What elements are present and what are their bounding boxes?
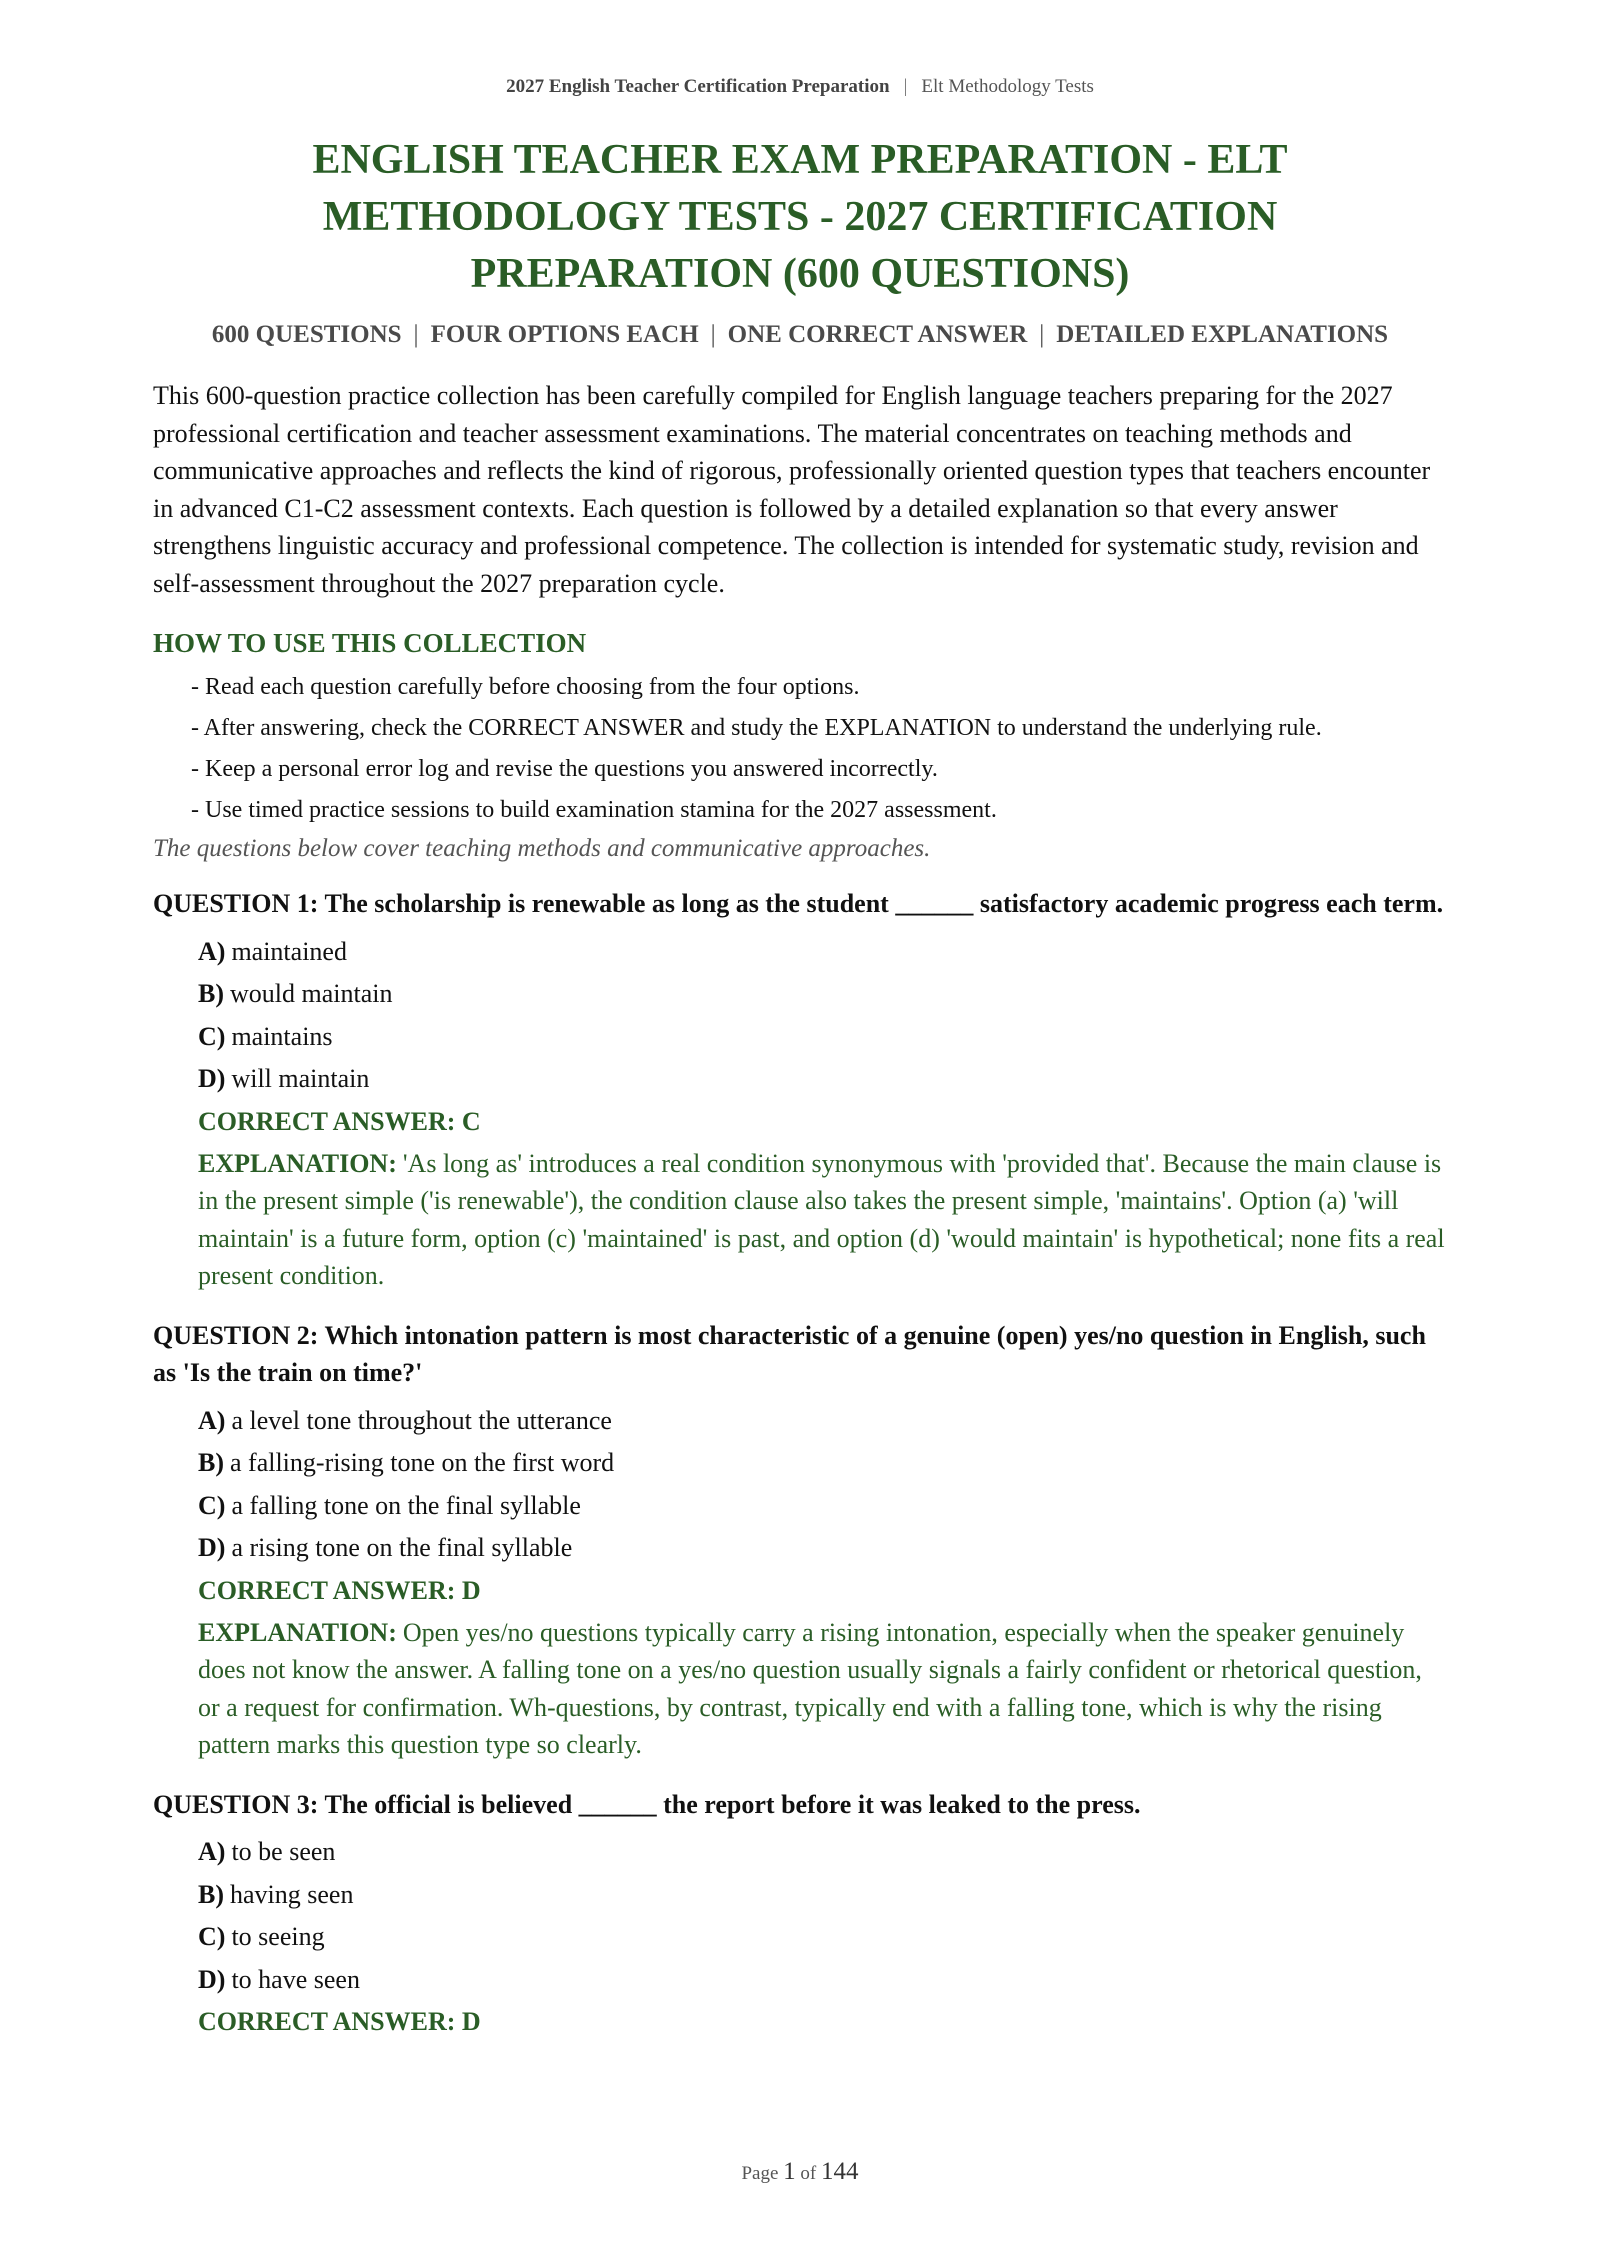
option-text: would maintain — [230, 979, 393, 1008]
option-text: will maintain — [231, 1064, 370, 1093]
explanation-label: EXPLANATION: — [198, 1617, 397, 1647]
option-letter: A) — [198, 936, 226, 966]
question-3 — [153, 1786, 1447, 2044]
explanation-text: 'As long as' introduces a real condition synonymous with 'provided that'. Because the main clause is in the present simple ('is renewable'), the condition clause also takes the present simple, 'maintains'. Option (a) 'will maintain' is a future form, option (c) 'maintained' is past, and option (d) 'would maintain' is hypothetical; none fits a real present condition. — [198, 1148, 1445, 1290]
page-number: 1 — [783, 2158, 796, 2185]
option-letter: D) — [198, 1064, 226, 1093]
answer-options — [198, 931, 1447, 1101]
question-stem: QUESTION 2: Which intonation pattern is most characteristic of a genuine (open) yes/no question in English, such as 'Is the train on time?' — [153, 1320, 1426, 1387]
option-d — [198, 1058, 1447, 1101]
option-a — [198, 1400, 1447, 1443]
question-1 — [153, 885, 1447, 1295]
document-subtitle — [153, 321, 1447, 349]
instruction-item: - After answering, check the CORRECT ANSWER and study the EXPLANATION to understand the underlying rule. — [191, 715, 1322, 741]
option-text: having seen — [230, 1879, 354, 1909]
option-letter: A) — [198, 1837, 226, 1866]
question-stem: QUESTION 1: The scholarship is renewable as long as the student ______ satisfactory academic progress each term. — [153, 889, 1444, 918]
explanation-text: Open yes/no questions typically carry a rising intonation, especially when the speaker genuinely does not know the answer. A falling tone on a yes/no question usually signals a fairly confident or rhetorical question, or a request for confirmation. Wh-questions, by contrast, typically end with a falling tone, which is why the rising pattern marks this question type so clearly. — [198, 1617, 1422, 1759]
option-letter: D) — [198, 1533, 226, 1562]
option-letter: D) — [198, 1964, 226, 1994]
instruction-item: - Use timed practice sessions to build examination stamina for the 2027 assessment. — [191, 797, 997, 823]
correct-answer: CORRECT ANSWER: C — [198, 1106, 481, 1136]
subtitle-item: 600 QUESTIONS — [211, 321, 402, 348]
option-text: to have seen — [231, 1964, 360, 1994]
option-letter: A) — [198, 1405, 226, 1435]
option-c — [198, 1485, 1447, 1528]
option-d — [198, 1527, 1447, 1570]
option-text: maintains — [231, 1021, 333, 1051]
option-a — [198, 1831, 1447, 1874]
option-letter: C) — [198, 1490, 226, 1520]
option-letter: B) — [198, 1448, 224, 1477]
subtitle-separator: | — [710, 321, 716, 348]
correct-answer: CORRECT ANSWER: D — [198, 2007, 481, 2036]
question-2 — [153, 1317, 1447, 1764]
option-letter: B) — [198, 979, 224, 1008]
option-b — [198, 1442, 1447, 1485]
intro-paragraph: This 600-question practice collection has been carefully compiled for English language teachers preparing for the 2027 professional certification and teacher assessment examinations. The material concentrates on teaching methods and communicative approaches and reflects the kind of rigorous, professionally oriented question types that teachers encounter in advanced C1-C2 assessment contexts. Each question is followed by a detailed explanation so that every answer strengthens linguistic accuracy and professional competence. The collection is intended for systematic study, revision and self-assessment throughout the 2027 preparation cycle. — [153, 381, 1431, 598]
correct-answer: CORRECT ANSWER: D — [198, 1575, 481, 1605]
page-footer — [0, 2158, 1600, 2186]
subtitle-item: DETAILED EXPLANATIONS — [1056, 321, 1389, 348]
option-text: a level tone throughout the utterance — [231, 1405, 612, 1435]
option-text: a falling tone on the final syllable — [231, 1490, 581, 1520]
subtitle-item: FOUR OPTIONS EACH — [430, 321, 699, 348]
question-stem: QUESTION 3: The official is believed ______ the report before it was leaked to the press. — [153, 1789, 1141, 1819]
explanation-label: EXPLANATION: — [198, 1148, 397, 1178]
option-c — [198, 1016, 1447, 1059]
option-a — [198, 931, 1447, 974]
answer-options — [198, 1831, 1447, 2001]
option-text: to seeing — [231, 1922, 325, 1951]
running-header — [0, 76, 1600, 98]
page-content — [153, 132, 1447, 2043]
option-letter: C) — [198, 1922, 226, 1951]
answer-options — [198, 1400, 1447, 1570]
explanation — [198, 1145, 1447, 1295]
subtitle-separator: | — [413, 321, 419, 348]
of-word: of — [800, 2163, 817, 2184]
option-b — [198, 1874, 1447, 1917]
running-header-title: 2027 English Teacher Certification Preparation — [506, 76, 890, 97]
subtitle-item: ONE CORRECT ANSWER — [727, 321, 1028, 348]
how-to-use-list — [153, 669, 1447, 829]
option-letter: B) — [198, 1879, 224, 1909]
page-word: Page — [741, 2163, 779, 2184]
option-letter: C) — [198, 1021, 226, 1051]
option-b — [198, 973, 1447, 1016]
explanation — [198, 1614, 1447, 1764]
instruction-item: - Read each question carefully before choosing from the four options. — [191, 674, 860, 700]
running-header-section: Elt Methodology Tests — [921, 76, 1094, 97]
option-d — [198, 1959, 1447, 2002]
option-text: to be seen — [231, 1837, 336, 1866]
coverage-note: The questions below cover teaching methods and communicative approaches. — [153, 835, 931, 862]
option-text: a falling-rising tone on the first word — [230, 1448, 615, 1477]
document-title: ENGLISH TEACHER EXAM PREPARATION - ELT METHODOLOGY TESTS - 2027 CERTIFICATION PREPARATION (600 QUESTIONS) — [312, 137, 1288, 297]
option-c — [198, 1916, 1447, 1959]
subtitle-separator: | — [1039, 321, 1045, 348]
option-text: a rising tone on the final syllable — [231, 1533, 573, 1562]
running-header-separator: | — [903, 76, 908, 97]
option-text: maintained — [231, 936, 347, 966]
total-pages: 144 — [821, 2158, 859, 2185]
how-to-use-heading: HOW TO USE THIS COLLECTION — [153, 628, 587, 658]
instruction-item: - Keep a personal error log and revise the questions you answered incorrectly. — [191, 756, 938, 782]
